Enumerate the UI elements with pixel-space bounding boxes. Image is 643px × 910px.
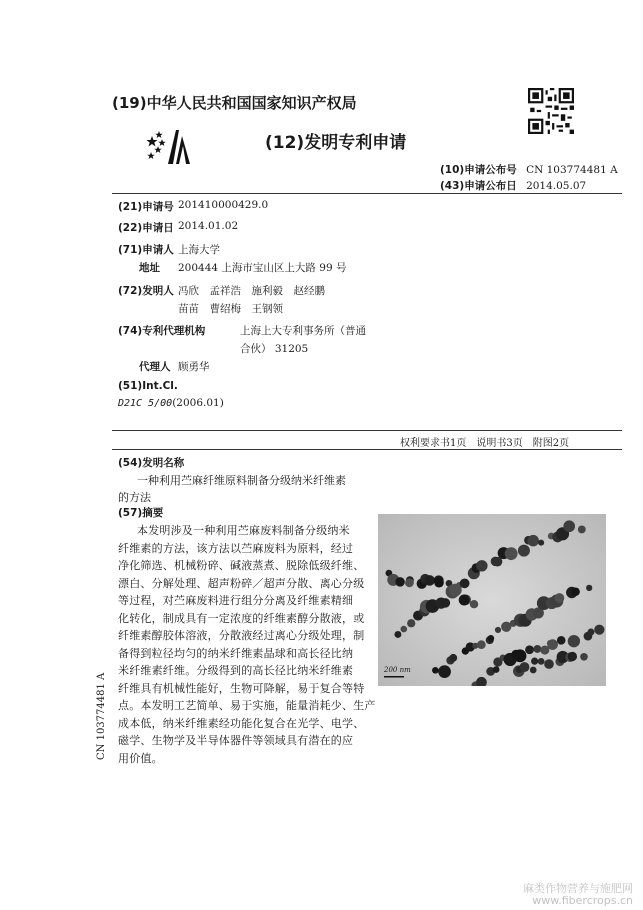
address-label: 地址	[139, 262, 160, 274]
watermark-url: www.fibercrops.cn	[532, 894, 633, 907]
inventors-line-2: 苗苗 曹绍梅 王钢领	[178, 303, 283, 315]
particle	[400, 626, 407, 633]
publication-number-label: (10)申请公布号	[440, 164, 517, 176]
inventor-label: (72)发明人	[118, 285, 174, 297]
intcl-year: (2006.01)	[172, 397, 224, 409]
applicant: 上海大学	[178, 244, 220, 256]
publication-date-label: (43)申请公布日	[440, 180, 517, 192]
watermark-site-name: 麻类作物营养与施肥网	[523, 882, 633, 895]
agency-label: (74)专利代理机构	[118, 325, 206, 337]
particle	[432, 667, 439, 674]
intcl-code: D21C 5/00	[118, 398, 173, 409]
particle	[395, 577, 405, 587]
publication-number: CN 103774481 A	[526, 164, 618, 176]
publication-date: 2014.05.07	[526, 180, 587, 192]
office-name: (19)中华人民共和国国家知识产权局	[112, 94, 357, 112]
particle	[568, 652, 577, 661]
abstract-line: 纤维素醇胶体溶液，分散液经过离心分级处理，制	[118, 629, 365, 642]
agent: 顾勇华	[178, 361, 210, 373]
agency-line-2: 合伙） 31205	[240, 343, 309, 355]
fields-divider	[112, 430, 622, 431]
abstract-label: (57)摘要	[118, 507, 164, 519]
particle	[449, 584, 462, 597]
tem-micrograph	[378, 514, 606, 686]
header-divider	[112, 193, 622, 194]
abstract-line: 用价值。	[118, 751, 163, 765]
particle	[505, 547, 518, 560]
scale-bar-label: 200 nm	[384, 666, 411, 674]
particle	[533, 645, 541, 653]
particle	[519, 662, 529, 672]
particle	[514, 649, 527, 662]
particle	[547, 639, 558, 650]
micrograph-image	[378, 514, 606, 686]
particle	[405, 578, 414, 587]
address: 200444 上海市宝山区上大路 99 号	[178, 262, 347, 274]
intcl-label: (51)Int.Cl.	[118, 380, 178, 392]
application-date: 2014.01.02	[178, 220, 239, 232]
particle	[424, 575, 435, 586]
abstract-line: 等过程，对苎麻废料进行组分分离及纤维素精细	[118, 594, 354, 607]
particle	[525, 645, 534, 654]
abstract-line: 纤维具有机械性能好，生物可降解，易于复合等特	[118, 681, 365, 695]
application-number: 201410000429.0	[178, 199, 269, 211]
particle	[527, 535, 538, 546]
particle	[488, 635, 495, 642]
particle	[407, 619, 415, 627]
abstract-line: 净化筛选、机械粉碎、碱液蒸煮、脱除低级纤维、	[118, 559, 365, 572]
particle	[538, 658, 545, 665]
particle	[449, 654, 457, 662]
particle	[571, 587, 580, 596]
side-publication-number: CN 103774481 A	[96, 672, 107, 760]
particle	[477, 640, 486, 649]
particle	[495, 627, 501, 633]
particle	[557, 636, 566, 645]
particle	[434, 578, 444, 588]
abstract-line: 米纤维素纤维。分级得到的高长径比纳米纤维素	[118, 664, 354, 677]
particle	[460, 578, 470, 588]
particle	[394, 631, 401, 638]
abstract-line: 漂白、分解处理、超声粉碎／超声分散、离心分级	[118, 576, 365, 590]
particle	[563, 520, 575, 532]
particle	[538, 540, 544, 546]
particle	[518, 545, 530, 557]
particle	[555, 593, 565, 603]
counts-divider	[112, 449, 622, 450]
abstract-line: 纤维素的方法，该方法以苎麻废料为原料，经过	[118, 541, 354, 555]
particle	[441, 598, 451, 608]
particle	[544, 659, 554, 669]
qr-code-icon	[528, 88, 574, 134]
particle	[493, 666, 500, 673]
application-date-label: (22)申请日	[118, 222, 174, 234]
particle	[573, 636, 580, 643]
abstract-line: 备得到粒径均匀的纳米纤维素晶球和高长径比纳	[118, 646, 354, 660]
particle	[587, 629, 594, 636]
invention-title-line-1: 一种利用苎麻纤维原料制备分级纳米纤维素	[137, 474, 346, 487]
agent-label: 代理人	[139, 361, 171, 373]
particle	[586, 585, 592, 591]
cnipa-emblem-icon	[146, 126, 194, 166]
abstract-line: 本发明涉及一种利用苎麻废料制备分级纳米	[137, 524, 350, 537]
particle	[594, 625, 604, 635]
applicant-label: (71)申请人	[118, 244, 174, 256]
abstract-line: 化转化，制成具有一定浓度的纤维素醇分散液，或	[118, 611, 365, 625]
particle	[530, 667, 537, 674]
particle	[578, 526, 586, 534]
particle	[531, 658, 538, 665]
agency-line-1: 上海上大专利事务所（普通	[240, 325, 366, 337]
abstract-line: 点。本发明工艺简单、易于实施，能量消耗少、生产	[118, 699, 376, 712]
particle	[459, 595, 470, 606]
abstract-line: 成本低，纳米纤维素经功能化复合在光学、电学、	[118, 716, 365, 730]
particle	[476, 560, 487, 571]
application-number-label: (21)申请号	[118, 201, 174, 213]
title-label: (54)发明名称	[118, 457, 185, 469]
inventors-line-1: 冯欣 孟祥浩 施利毅 赵经鹏	[178, 285, 325, 297]
page-counts: 权利要求书1页 说明书3页 附图2页	[400, 438, 570, 449]
particle	[438, 665, 451, 678]
invention-title-line-2: 的方法	[118, 491, 151, 504]
particle	[580, 653, 588, 661]
abstract-line: 磁学、生物学及半导体器件等领域具有潜在的应	[118, 734, 354, 747]
particle	[470, 600, 478, 608]
document-type: (12)发明专利申请	[265, 133, 407, 153]
